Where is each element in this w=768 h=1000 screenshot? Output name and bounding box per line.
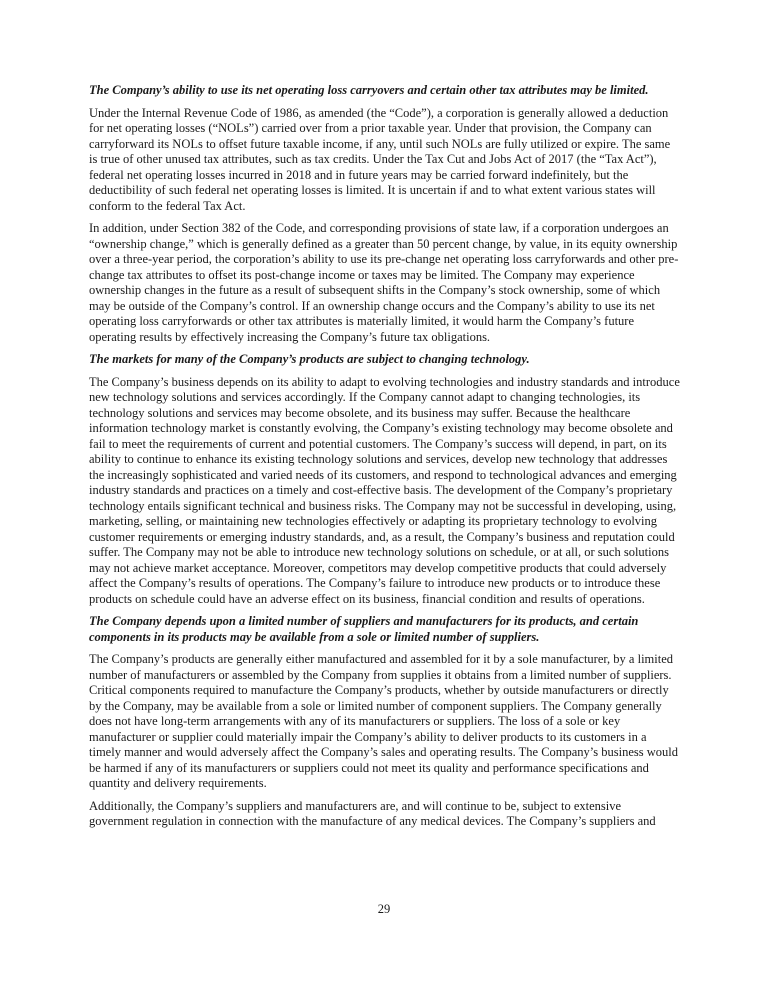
document-body [89, 0, 681, 837]
section-heading-suppliers-manufacturers: The Company depends upon a limited number of suppliers and manufacturers for its products, and certain components in its products may be available from a sole or limited number of suppliers. [89, 614, 639, 644]
section-suppliers-manufacturers [89, 614, 681, 830]
paragraph-changing-technology-1: The Company’s business depends on its ability to adapt to evolving technologies and industry standards and introduce new technology solutions and services accordingly. If the Company cannot adapt to changing technologies, its technology solutions and services may become obsolete, and its business may suffer. Because the healthcare information technology market is constantly evolving, the Company’s existing technology may become obsolete and fail to meet the requirements of current and potential customers. The Company’s success will depend, in part, on its ability to continue to enhance its existing technology solutions and services, develop new technology that addresses the increasingly sophisticated and varied needs of its customers, and respond to technological advances and emerging industry standards and practices on a timely and cost-effective basis. The development of the Company’s proprietary technology entails significant technical and business risks. The Company may not be successful in developing, using, marketing, selling, or maintaining new technologies effectively or adapting its proprietary technology to evolving customer requirements or emerging industry standards, and, as a result, the Company’s business and reputation could suffer. The Company may not be able to introduce new technology solutions on schedule, or at all, or such solutions may not achieve market acceptance. Moreover, competitors may develop competitive products that could adversely affect the Company’s results of operations. The Company’s failure to introduce new products or to introduce these products on schedule could have an adverse effect on its business, financial condition and results of operations. [89, 374, 680, 606]
section-changing-technology [89, 352, 681, 607]
section-heading-changing-technology: The markets for many of the Company’s products are subject to changing technology. [89, 352, 530, 366]
page-number: 29 [377, 902, 391, 916]
paragraph-tax-attributes-1: Under the Internal Revenue Code of 1986, as amended (the “Code”), a corporation is generally allowed a deduction for net operating losses (“NOLs”) carried over from a prior taxable year. Under that provision, the Company can carryforward its NOLs to offset future taxable income, if any, until such NOLs are fully utilized or expire. The same is true of other unused tax attributes, such as tax credits. Under the Tax Cut and Jobs Act of 2017 (the “Tax Act”), federal net operating losses incurred in 2018 and in future years may be carried forward indefinitely, but the deductibility of such federal net operating losses is limited. It is uncertain if and to what extent various states will conform to the federal Tax Act. [89, 105, 671, 213]
paragraph-tax-attributes-2: In addition, under Section 382 of the Code, and corresponding provisions of state law, if a corporation undergoes an “ownership change,” which is generally defined as a greater than 50 percent change, by value, in its equity ownership over a three-year period, the corporation’s ability to use its pre-change net operating loss carryforwards and other pre-change tax attributes to offset its post-change income or taxes may be limited. The Company may experience ownership changes in the future as a result of subsequent shifts in the Company’s stock ownership, some of which may be outside of the Company’s control. If an ownership change occurs and the Company’s ability to use its net operating loss carryforwards or other tax attributes is materially limited, it would harm the Company’s future operating results by effectively increasing the Company’s future tax obligations. [89, 221, 679, 344]
section-tax-attributes [89, 83, 681, 345]
section-heading-tax-attributes: The Company’s ability to use its net operating loss carryovers and certain other tax attributes may be limited. [89, 83, 649, 97]
paragraph-suppliers-manufacturers-1: The Company’s products are generally either manufactured and assembled for it by a sole manufacturer, by a limited number of manufacturers or assembled by the Company from supplies it obtains from a limited number of suppliers. Critical components required to manufacture the Company’s products, whether by outside manufacturers or directly by the Company, may be available from a sole or limited number of component suppliers. The Company generally does not have long-term arrangements with any of its manufacturers or suppliers. The loss of a sole or key manufacturer or supplier could materially impair the Company’s ability to deliver products to its customers in a timely manner and would adversely affect the Company’s sales and operating results. The Company’s business would be harmed if any of its manufacturers or suppliers could not meet its quality and performance specifications and quantity and delivery requirements. [89, 652, 679, 790]
paragraph-suppliers-manufacturers-2: Additionally, the Company’s suppliers and manufacturers are, and will continue to be, subject to extensive government regulation in connection with the manufacture of any medical devices. The Company’s suppliers and [89, 798, 656, 828]
